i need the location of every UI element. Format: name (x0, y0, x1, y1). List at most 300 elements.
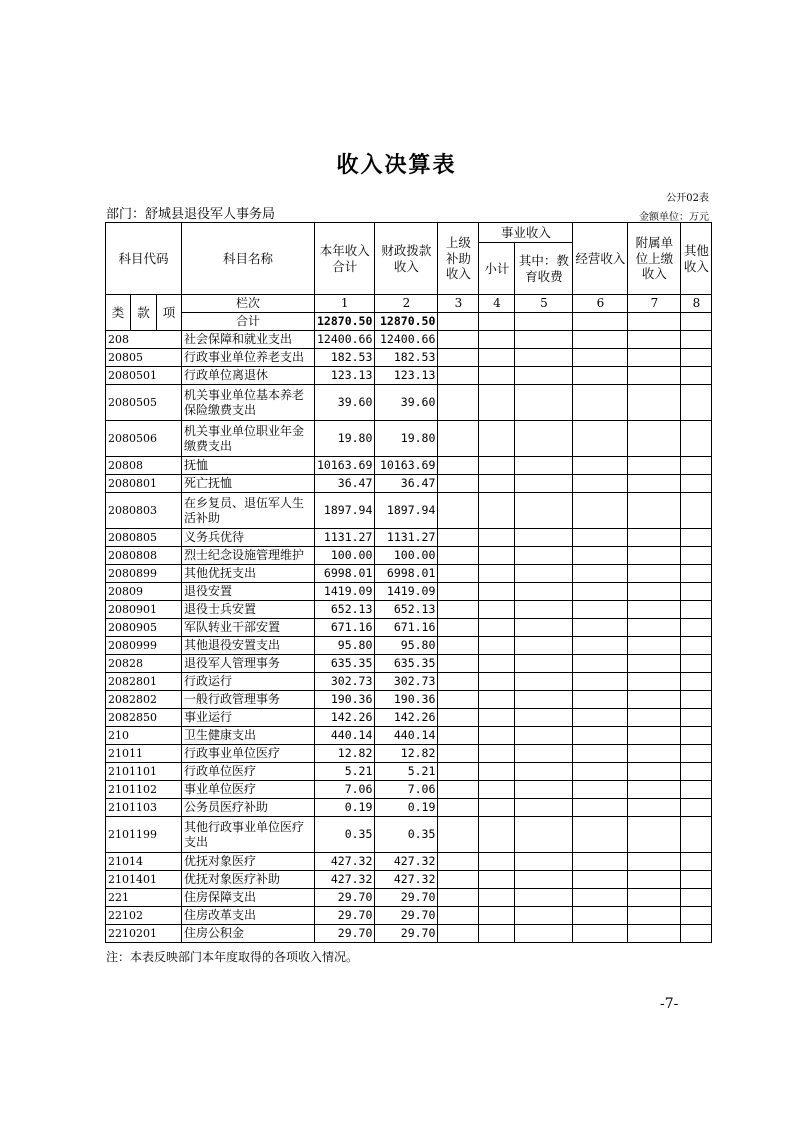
total-income-cell: 440.14 (315, 727, 375, 745)
total-income-cell: 0.35 (315, 817, 375, 853)
empty-cell (479, 349, 515, 367)
empty-cell (479, 871, 515, 889)
subject-code-cell: 2101102 (106, 781, 182, 799)
empty-cell (628, 637, 681, 655)
empty-cell (573, 421, 628, 457)
empty-cell (515, 601, 573, 619)
table-row (106, 817, 712, 853)
fiscal-allocation-cell: 652.13 (375, 601, 438, 619)
empty-cell (479, 565, 515, 583)
empty-cell (628, 691, 681, 709)
fiscal-allocation-cell: 39.60 (375, 385, 438, 421)
subject-code-cell: 221 (106, 889, 182, 907)
empty-cell (438, 889, 479, 907)
empty-cell (628, 853, 681, 871)
table-row (106, 475, 712, 493)
total-income-cell: 671.16 (315, 619, 375, 637)
empty-cell (573, 565, 628, 583)
total-income-cell: 635.35 (315, 655, 375, 673)
table-row (106, 691, 712, 709)
col-number: 7 (628, 295, 681, 313)
subject-code-cell: 2082850 (106, 709, 182, 727)
empty-cell (681, 565, 712, 583)
empty-cell (573, 799, 628, 817)
total-income-cell: 10163.69 (315, 457, 375, 475)
empty-cell (438, 457, 479, 475)
subject-name-cell: 军队转业干部安置 (182, 619, 315, 637)
empty-cell (479, 619, 515, 637)
empty-cell (515, 727, 573, 745)
empty-cell (515, 547, 573, 565)
empty-cell (573, 853, 628, 871)
empty-cell (438, 709, 479, 727)
total-row-label: 合计 (182, 313, 315, 331)
empty-cell (681, 745, 712, 763)
empty-cell (628, 583, 681, 601)
empty-cell (515, 475, 573, 493)
subject-name-cell: 事业运行 (182, 709, 315, 727)
table-row (106, 349, 712, 367)
subject-name-cell: 公务员医疗补助 (182, 799, 315, 817)
empty-cell (515, 799, 573, 817)
total-income-cell: 142.26 (315, 709, 375, 727)
table-row (106, 601, 712, 619)
empty-cell (479, 547, 515, 565)
header-kuan: 款 (131, 295, 157, 331)
empty-cell (573, 691, 628, 709)
empty-cell (681, 637, 712, 655)
empty-cell (479, 493, 515, 529)
fiscal-allocation-cell: 0.35 (375, 817, 438, 853)
subject-code-cell: 2080999 (106, 637, 182, 655)
total-income-cell: 7.06 (315, 781, 375, 799)
empty-cell (573, 367, 628, 385)
subject-code-cell: 20805 (106, 349, 182, 367)
table-row (106, 799, 712, 817)
total-income-cell: 95.80 (315, 637, 375, 655)
empty-cell (438, 349, 479, 367)
fiscal-allocation-cell: 12400.66 (375, 331, 438, 349)
empty-cell (438, 583, 479, 601)
subject-name-cell: 机关事业单位基本养老保险缴费支出 (182, 385, 315, 421)
form-code: 公开02表 (666, 193, 709, 204)
empty-cell (628, 745, 681, 763)
fiscal-allocation-cell: 182.53 (375, 349, 438, 367)
total-income-cell: 29.70 (315, 889, 375, 907)
subject-code-cell: 210 (106, 727, 182, 745)
fiscal-allocation-cell: 29.70 (375, 907, 438, 925)
empty-cell (628, 547, 681, 565)
empty-cell (479, 367, 515, 385)
empty-cell (681, 349, 712, 367)
empty-cell (628, 349, 681, 367)
total-income-cell: 0.19 (315, 799, 375, 817)
empty-cell (438, 907, 479, 925)
subject-name-cell: 事业单位医疗 (182, 781, 315, 799)
empty-cell (573, 907, 628, 925)
header-other-income: 其他收入 (681, 223, 712, 295)
table-row (106, 493, 712, 529)
amount-unit: 金额单位：万元 (639, 212, 709, 223)
page-title: 收入决算表 (336, 153, 457, 178)
empty-cell (479, 745, 515, 763)
empty-cell (681, 475, 712, 493)
total-income-cell: 427.32 (315, 871, 375, 889)
empty-cell (681, 709, 712, 727)
subject-code-cell: 2080905 (106, 619, 182, 637)
page-number: -7- (660, 996, 679, 1012)
table-row (106, 331, 712, 349)
fiscal-allocation-cell: 0.19 (375, 799, 438, 817)
empty-cell (515, 817, 573, 853)
total-income-cell: 1419.09 (315, 583, 375, 601)
empty-cell (681, 781, 712, 799)
empty-cell (628, 655, 681, 673)
table-row (106, 583, 712, 601)
empty-cell (573, 475, 628, 493)
empty-cell (681, 331, 712, 349)
total-row-fiscal: 12870.50 (375, 313, 438, 331)
empty-cell (573, 781, 628, 799)
subject-code-cell: 2080899 (106, 565, 182, 583)
subject-code-cell: 2101401 (106, 871, 182, 889)
header-total-income: 本年收入合计 (315, 223, 375, 295)
empty-cell (438, 637, 479, 655)
table-row (106, 925, 712, 943)
empty-cell (515, 331, 573, 349)
subject-name-cell: 行政事业单位医疗 (182, 745, 315, 763)
empty-cell (479, 727, 515, 745)
fiscal-allocation-cell: 440.14 (375, 727, 438, 745)
empty-cell (438, 925, 479, 943)
subject-name-cell: 其他退役安置支出 (182, 637, 315, 655)
fiscal-allocation-cell: 1131.27 (375, 529, 438, 547)
empty-cell (628, 763, 681, 781)
empty-cell (438, 673, 479, 691)
total-income-cell: 39.60 (315, 385, 375, 421)
table-row (106, 385, 712, 421)
table-row (106, 871, 712, 889)
fiscal-allocation-cell: 190.36 (375, 691, 438, 709)
empty-cell (515, 529, 573, 547)
table-row (106, 853, 712, 871)
empty-cell (628, 907, 681, 925)
table-row (106, 529, 712, 547)
empty-cell (628, 475, 681, 493)
empty-cell (681, 367, 712, 385)
empty-cell (515, 763, 573, 781)
empty-cell (515, 349, 573, 367)
empty-cell (438, 385, 479, 421)
fiscal-allocation-cell: 427.32 (375, 871, 438, 889)
empty-cell (438, 565, 479, 583)
empty-cell (681, 583, 712, 601)
empty-cell (573, 745, 628, 763)
empty-cell (479, 637, 515, 655)
empty-cell (681, 529, 712, 547)
table-row (106, 655, 712, 673)
col-number: 6 (573, 295, 628, 313)
subject-code-cell: 208 (106, 331, 182, 349)
empty-cell (515, 853, 573, 871)
header-education-fee: 其中：教育收费 (515, 243, 573, 295)
empty-cell (479, 889, 515, 907)
fiscal-allocation-cell: 6998.01 (375, 565, 438, 583)
empty-cell (573, 817, 628, 853)
empty-cell (628, 673, 681, 691)
subject-code-cell: 2080506 (106, 421, 182, 457)
empty-cell (573, 547, 628, 565)
empty-cell (515, 637, 573, 655)
empty-cell (573, 727, 628, 745)
fiscal-allocation-cell: 142.26 (375, 709, 438, 727)
empty-cell (438, 781, 479, 799)
fiscal-allocation-cell: 95.80 (375, 637, 438, 655)
subject-code-cell: 22102 (106, 907, 182, 925)
header-subtotal: 小计 (479, 243, 515, 295)
subject-code-cell: 2080803 (106, 493, 182, 529)
empty-cell (681, 493, 712, 529)
table-row (106, 673, 712, 691)
subject-code-cell: 2101103 (106, 799, 182, 817)
subject-name-cell: 退役军人管理事务 (182, 655, 315, 673)
table-row (106, 709, 712, 727)
empty-cell (573, 493, 628, 529)
empty-cell (628, 457, 681, 475)
subject-code-cell: 20828 (106, 655, 182, 673)
income-table (105, 222, 712, 943)
subject-code-cell: 2080505 (106, 385, 182, 421)
total-income-cell: 100.00 (315, 547, 375, 565)
subject-code-cell: 2101101 (106, 763, 182, 781)
empty-cell (515, 781, 573, 799)
header-affiliated-income: 附属单位上缴收入 (628, 223, 681, 295)
empty-cell (438, 799, 479, 817)
subject-name-cell: 其他优抚支出 (182, 565, 315, 583)
header-fiscal-allocation: 财政拨款收入 (375, 223, 438, 295)
subject-name-cell: 住房改革支出 (182, 907, 315, 925)
empty-cell (438, 745, 479, 763)
subject-name-cell: 住房公积金 (182, 925, 315, 943)
empty-cell (438, 331, 479, 349)
total-income-cell: 1897.94 (315, 493, 375, 529)
table-note: 注：本表反映部门本年度取得的各项收入情况。 (106, 950, 359, 964)
subject-code-cell: 2080901 (106, 601, 182, 619)
empty-cell (479, 457, 515, 475)
empty-cell (515, 457, 573, 475)
total-income-cell: 29.70 (315, 907, 375, 925)
empty-cell (515, 493, 573, 529)
empty-cell (479, 601, 515, 619)
empty-cell (681, 421, 712, 457)
empty-cell (573, 871, 628, 889)
subject-code-cell: 21014 (106, 853, 182, 871)
subject-code-cell: 21011 (106, 745, 182, 763)
subject-name-cell: 一般行政管理事务 (182, 691, 315, 709)
header-operating-income: 经营收入 (573, 223, 628, 295)
empty-cell (628, 889, 681, 907)
empty-cell (628, 781, 681, 799)
empty-cell (438, 763, 479, 781)
empty-cell (515, 925, 573, 943)
subject-name-cell: 抚恤 (182, 457, 315, 475)
empty-cell (573, 709, 628, 727)
empty-cell (438, 853, 479, 871)
empty-cell (573, 637, 628, 655)
table-row (106, 367, 712, 385)
empty-cell (479, 331, 515, 349)
empty-cell (628, 817, 681, 853)
empty-cell (438, 529, 479, 547)
subject-name-cell: 住房保障支出 (182, 889, 315, 907)
total-income-cell: 12400.66 (315, 331, 375, 349)
empty-cell (681, 655, 712, 673)
table-row (106, 547, 712, 565)
fiscal-allocation-cell: 10163.69 (375, 457, 438, 475)
empty-cell (515, 709, 573, 727)
empty-cell (681, 817, 712, 853)
table-row (106, 565, 712, 583)
empty-cell (573, 583, 628, 601)
fiscal-allocation-cell: 1897.94 (375, 493, 438, 529)
fiscal-allocation-cell: 671.16 (375, 619, 438, 637)
subject-name-cell: 机关事业单位职业年金缴费支出 (182, 421, 315, 457)
col-number: 5 (515, 295, 573, 313)
empty-cell (515, 907, 573, 925)
empty-cell (628, 925, 681, 943)
header-higher-subsidy: 上级补助收入 (438, 223, 479, 295)
subject-code-cell: 20809 (106, 583, 182, 601)
empty-cell (515, 421, 573, 457)
col-number: 4 (479, 295, 515, 313)
col-number: 1 (315, 295, 375, 313)
total-income-cell: 302.73 (315, 673, 375, 691)
subject-name-cell: 行政单位离退休 (182, 367, 315, 385)
total-income-cell: 652.13 (315, 601, 375, 619)
fiscal-allocation-cell: 12.82 (375, 745, 438, 763)
empty-cell (628, 871, 681, 889)
empty-cell (681, 853, 712, 871)
empty-cell (515, 871, 573, 889)
empty-cell (438, 601, 479, 619)
table-row (106, 457, 712, 475)
table-row (106, 907, 712, 925)
total-income-cell: 12.82 (315, 745, 375, 763)
empty-cell (515, 889, 573, 907)
empty-cell (681, 889, 712, 907)
empty-cell (479, 799, 515, 817)
empty-cell (479, 673, 515, 691)
total-income-cell: 19.80 (315, 421, 375, 457)
empty-cell (681, 691, 712, 709)
fiscal-allocation-cell: 29.70 (375, 889, 438, 907)
total-income-cell: 36.47 (315, 475, 375, 493)
empty-cell (681, 619, 712, 637)
subject-name-cell: 其他行政事业单位医疗支出 (182, 817, 315, 853)
table-row (106, 763, 712, 781)
empty-cell (515, 673, 573, 691)
subject-code-cell: 20808 (106, 457, 182, 475)
empty-cell (628, 367, 681, 385)
empty-cell (573, 349, 628, 367)
department-label: 部门：舒城县退役军人事务局 (106, 207, 276, 222)
total-row-total: 12870.50 (315, 313, 375, 331)
empty-cell (479, 385, 515, 421)
subject-name-cell: 死亡抚恤 (182, 475, 315, 493)
empty-cell (515, 385, 573, 421)
empty-cell (515, 745, 573, 763)
empty-cell (438, 817, 479, 853)
total-income-cell: 5.21 (315, 763, 375, 781)
empty-cell (628, 619, 681, 637)
fiscal-allocation-cell: 427.32 (375, 853, 438, 871)
empty-cell (573, 457, 628, 475)
empty-cell (438, 367, 479, 385)
empty-cell (628, 529, 681, 547)
empty-cell (681, 385, 712, 421)
empty-cell (479, 709, 515, 727)
empty-cell (681, 547, 712, 565)
total-income-cell: 427.32 (315, 853, 375, 871)
header-lanci: 栏次 (182, 295, 315, 313)
fiscal-allocation-cell: 5.21 (375, 763, 438, 781)
empty-cell (479, 907, 515, 925)
empty-cell (628, 493, 681, 529)
empty-cell (438, 421, 479, 457)
empty-cell (479, 853, 515, 871)
subject-name-cell: 退役安置 (182, 583, 315, 601)
empty-cell (515, 619, 573, 637)
subject-code-cell: 2080805 (106, 529, 182, 547)
empty-cell (479, 475, 515, 493)
empty-cell (573, 763, 628, 781)
table-row (106, 421, 712, 457)
empty-cell (628, 727, 681, 745)
fiscal-allocation-cell: 29.70 (375, 925, 438, 943)
empty-cell (681, 457, 712, 475)
empty-cell (479, 763, 515, 781)
table-row (106, 745, 712, 763)
empty-cell (438, 871, 479, 889)
empty-cell (515, 565, 573, 583)
empty-cell (628, 709, 681, 727)
empty-cell (479, 529, 515, 547)
subject-code-cell: 2080501 (106, 367, 182, 385)
empty-cell (438, 619, 479, 637)
subject-name-cell: 行政事业单位养老支出 (182, 349, 315, 367)
fiscal-allocation-cell: 36.47 (375, 475, 438, 493)
empty-cell (573, 925, 628, 943)
empty-cell (438, 493, 479, 529)
empty-cell (515, 655, 573, 673)
total-income-cell: 1131.27 (315, 529, 375, 547)
subject-name-cell: 行政运行 (182, 673, 315, 691)
empty-cell (628, 421, 681, 457)
empty-cell (479, 691, 515, 709)
subject-name-cell: 卫生健康支出 (182, 727, 315, 745)
subject-code-cell: 2080801 (106, 475, 182, 493)
empty-cell (681, 799, 712, 817)
subject-name-cell: 社会保障和就业支出 (182, 331, 315, 349)
empty-cell (628, 601, 681, 619)
subject-code-cell: 2080808 (106, 547, 182, 565)
fiscal-allocation-cell: 100.00 (375, 547, 438, 565)
subject-name-cell: 义务兵优待 (182, 529, 315, 547)
empty-cell (438, 547, 479, 565)
empty-cell (628, 565, 681, 583)
empty-cell (681, 907, 712, 925)
empty-cell (573, 889, 628, 907)
